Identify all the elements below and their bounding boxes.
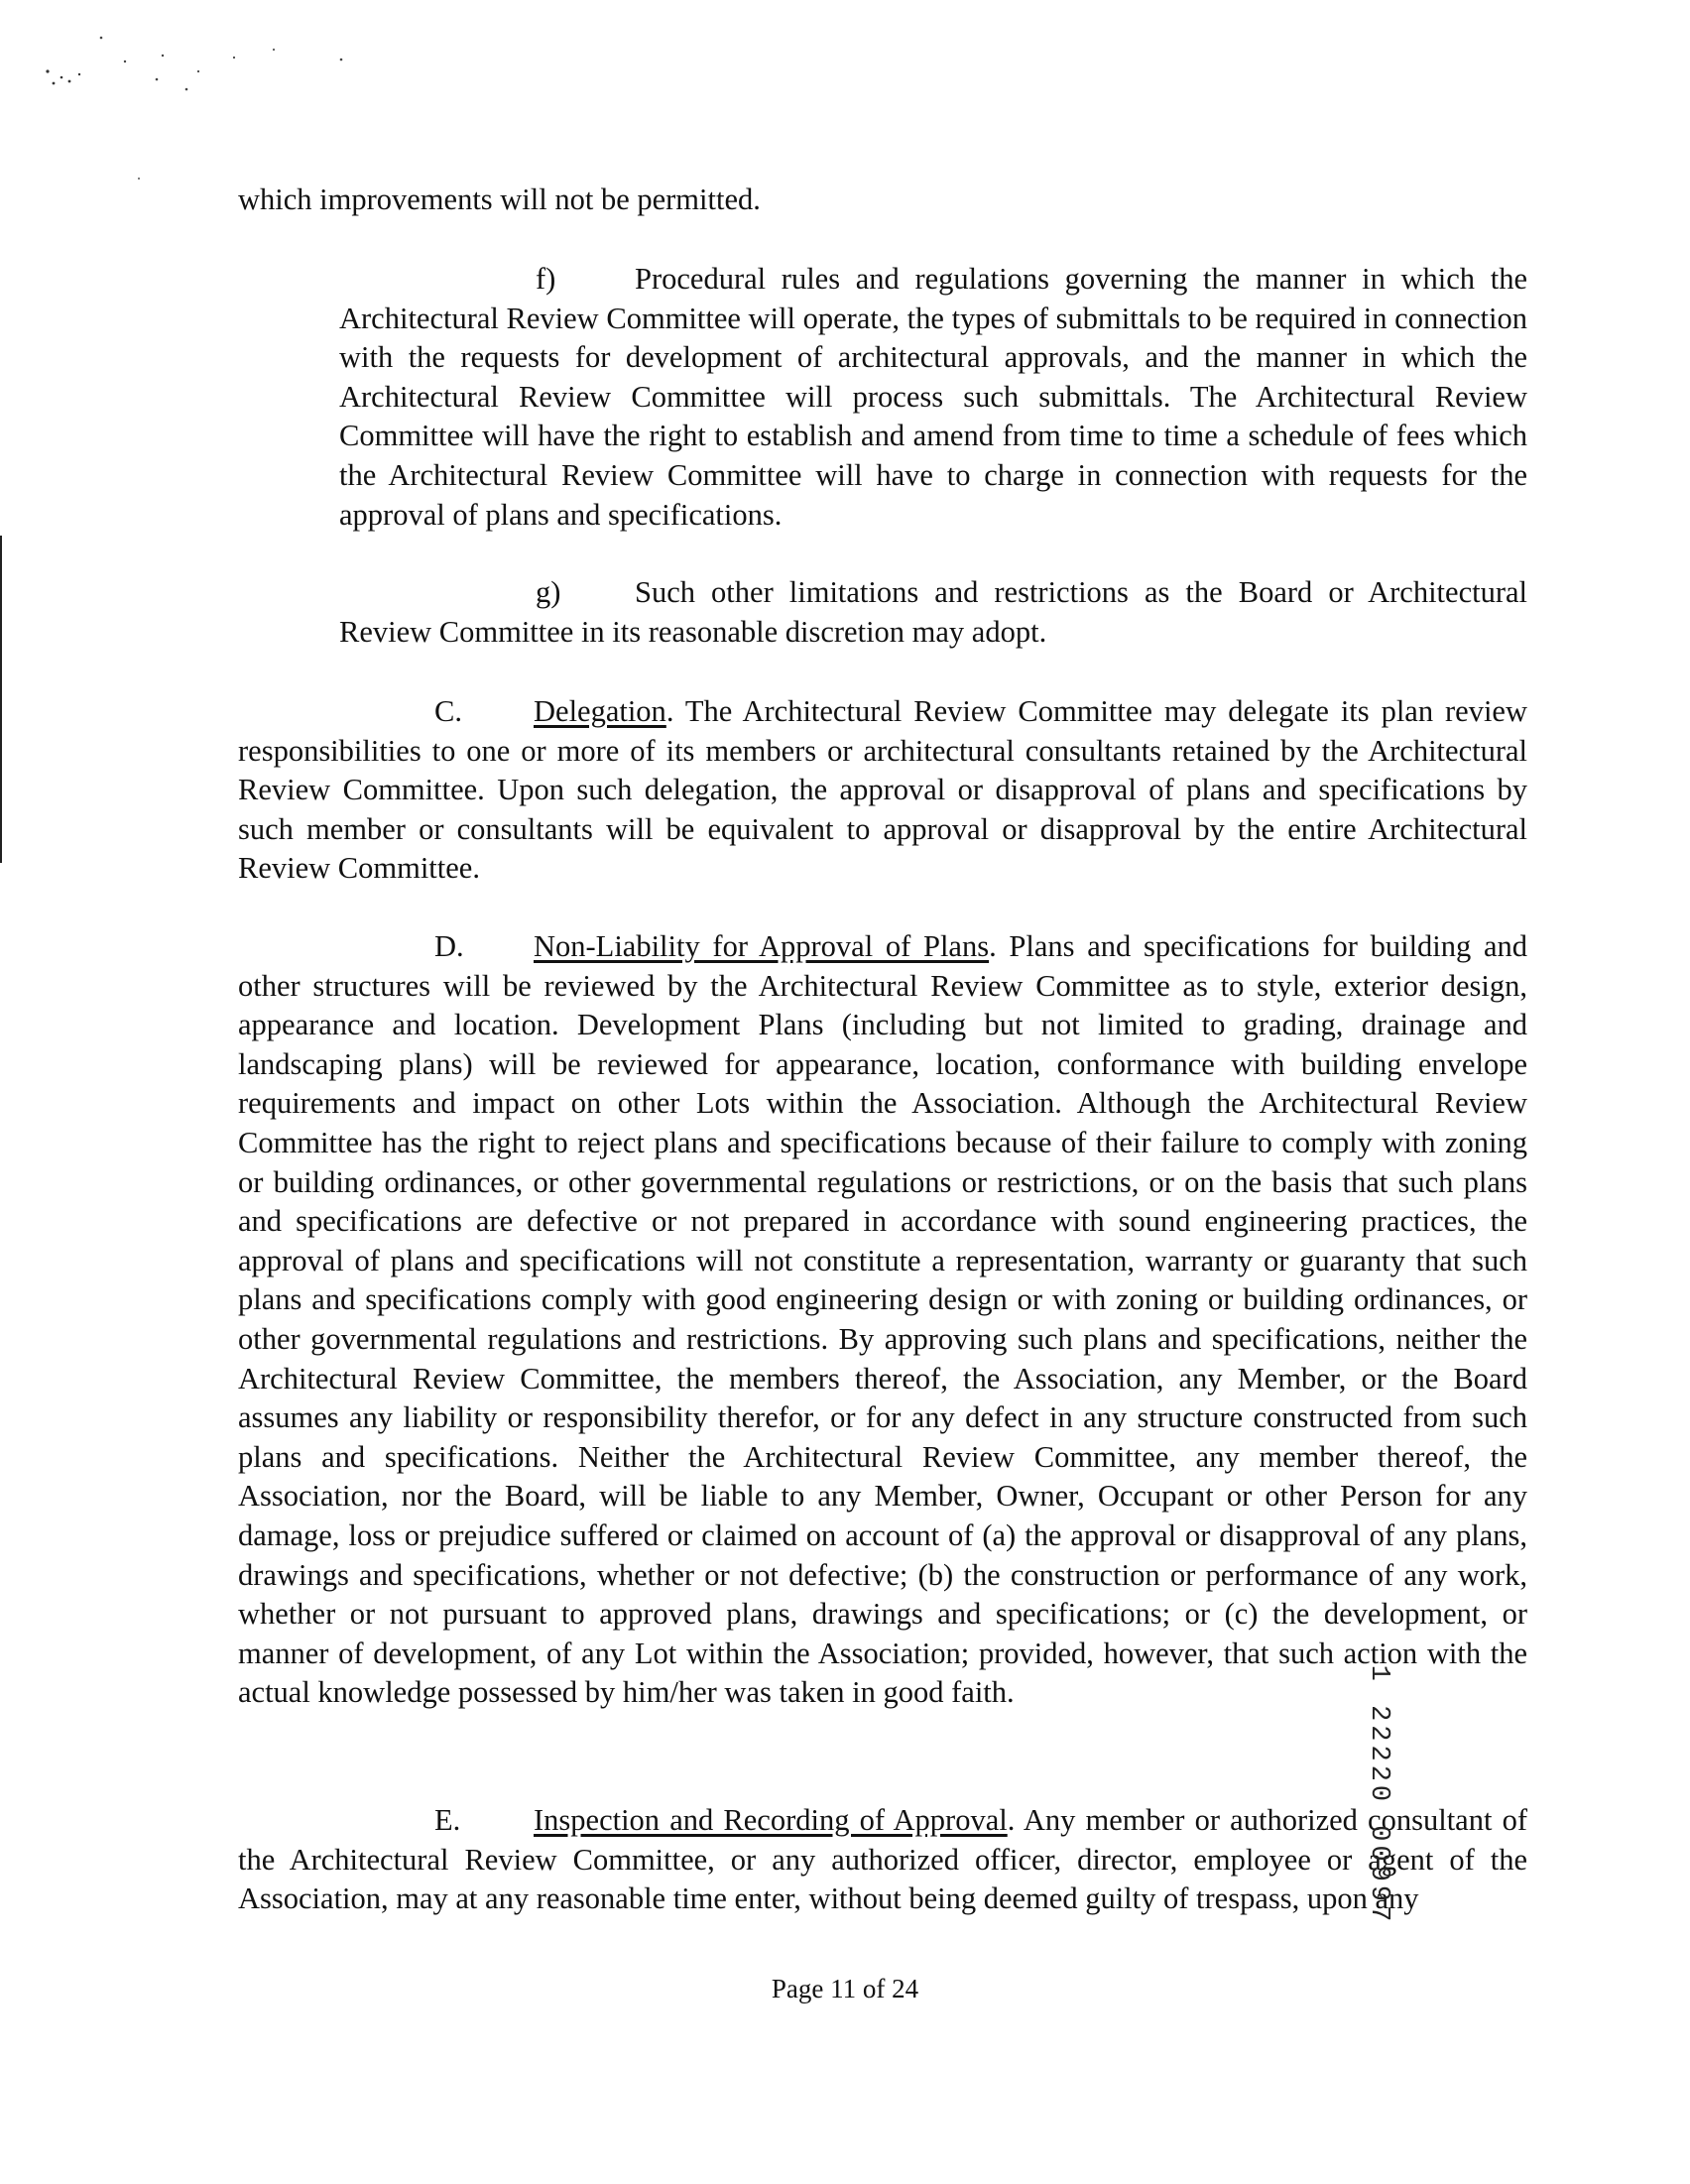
continuation-text: which improvements will not be permitted. xyxy=(238,182,761,216)
page-number: Page 11 of 24 xyxy=(771,1974,919,2003)
continuation-paragraph xyxy=(238,181,1527,220)
side-stamp-text: 1 22220 00997 xyxy=(1364,1664,1393,1926)
section-c xyxy=(238,692,1527,889)
section-c-text: . The Architectural Review Committee may delegate its plan review responsibilities to one or more of its members or architectural consultants retained by the Architectural Review Committee. Upon such delegation, the approval or disapproval of plans and specifications by such member or consultants will be equivalent to approval or disapproval by the entire Architectural Review Committee. xyxy=(238,694,1527,886)
section-c-marker: C. xyxy=(434,694,462,728)
item-f-marker: f) xyxy=(536,262,556,296)
item-f xyxy=(339,260,1527,535)
section-c-heading: Delegation xyxy=(534,694,666,728)
section-e xyxy=(238,1801,1527,1919)
section-d-heading: Non-Liability for Approval of Plans xyxy=(534,929,990,963)
section-d-marker: D. xyxy=(434,929,464,963)
item-g-text: Such other limitations and restrictions as the Board or Architectural Review Committee in its reasonable discretion may adopt. xyxy=(339,575,1527,649)
section-d xyxy=(238,927,1527,1713)
section-e-heading: Inspection and Recording of Approval xyxy=(534,1803,1008,1837)
section-e-text: . Any member or authorized consultant of the Architectural Review Committee, or any authorized officer, director, employee or agent of the Association, may at any reasonable time enter, without being deemed guilty of trespass, upon any xyxy=(238,1803,1527,1916)
section-e-marker: E. xyxy=(434,1803,461,1837)
scan-specks xyxy=(40,20,357,188)
item-g-marker: g) xyxy=(536,575,561,609)
item-g xyxy=(339,573,1527,652)
section-d-text: . Plans and specifications for building and other structures will be reviewed by the Architectural Review Committee as to style, exterior design, appearance and location. Development Plans (including but not limited to grading, drainage and landscaping plans) will be reviewed for appearance, location, conformance with building envelope requirements and impact on other Lots within the Association. Although the Architectural Review Committee has the right to reject plans and specifications because of their failure to comply with zoning or building ordinances, or other governmental regulations or restrictions, or on the basis that such plans and specifications are defective or not prepared in accordance with sound engineering practices, the approval of plans and specifications will not constitute a representation, warranty or guaranty that such plans and specifications comply with good engineering design or with zoning or building ordinances, or other governmental regulations and restrictions. By approving such plans and specifications, neither the Architectural Review Committee, the members thereof, the Association, any Member, or the Board assumes any liability or responsibility therefor, or for any defect in any structure constructed from such plans and specifications. Neither the Architectural Review Committee, any member thereof, the Association, nor the Board, will be liable to any Member, Owner, Occupant or other Person for any damage, loss or prejudice suffered or claimed on account of (a) the approval or disapproval of any plans, drawings and specifications, whether or not defective; (b) the construction or performance of any work, whether or not pursuant to approved plans, drawings and specifications; or (c) the development, or manner of development, of any Lot within the Association; provided, however, that such action with the actual knowledge possessed by him/her was taken in good faith. xyxy=(238,929,1528,1710)
scan-edge-mark xyxy=(0,536,2,863)
side-recording-stamp xyxy=(1359,1664,1398,1926)
item-f-text: Procedural rules and regulations governing the manner in which the Architectural Review Committee will operate, the types of submittals to be required in connection with the requests for development of architectural approvals, and the manner in which the Architectural Review Committee will process such submittals. The Architectural Review Committee will have the right to establish and amend from time to time a schedule of fees which the Architectural Review Committee will have to charge in connection with requests for the approval of plans and specifications. xyxy=(339,262,1527,532)
